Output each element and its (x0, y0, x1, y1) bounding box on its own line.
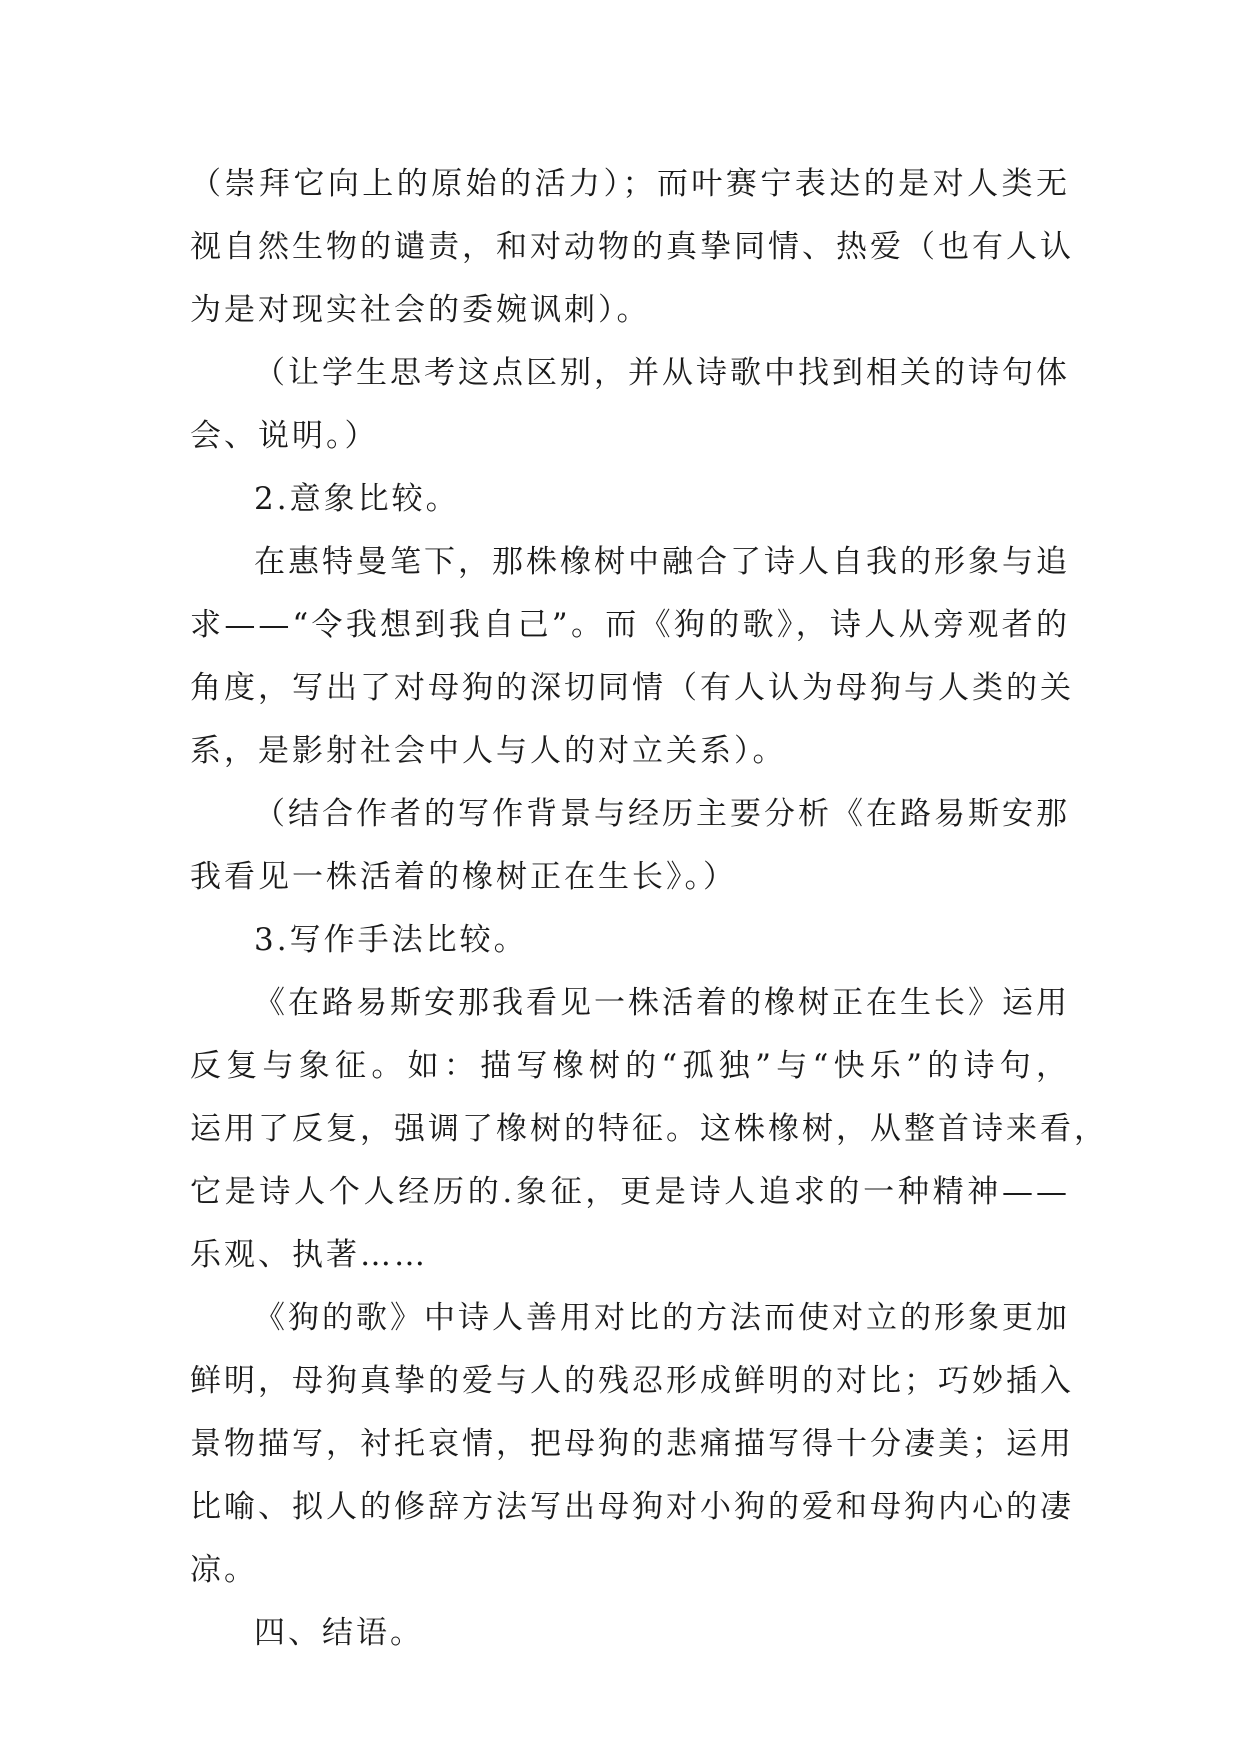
text-line: （崇拜它向上的原始的活力）；而叶赛宁表达的是对人类无 (190, 166, 1070, 202)
text-line: 鲜明，母狗真挚的爱与人的残忍形成鲜明的对比；巧妙插入 (190, 1363, 1074, 1399)
text-line: 在惠特曼笔下，那株橡树中融合了诗人自我的形象与追 (254, 544, 1070, 580)
section-heading: 3.写作手法比较。 (254, 922, 528, 958)
text-line: 为是对现实社会的委婉讽刺）。 (190, 292, 651, 328)
text-line: 凉。 (190, 1552, 258, 1588)
section-heading: 四、结语。 (254, 1615, 424, 1651)
text-line: 反复与象征。如：描写橡树的“孤独”与“快乐”的诗句， (190, 1048, 1070, 1084)
text-line: 《狗的歌》中诗人善用对比的方法而使对立的形象更加 (254, 1300, 1070, 1336)
section-heading: 2.意象比较。 (254, 481, 460, 517)
text-line: 视自然生物的谴责，和对动物的真挚同情、热爱（也有人认 (190, 229, 1074, 265)
text-line: 系，是影射社会中人与人的对立关系）。 (190, 733, 787, 769)
text-line: 我看见一株活着的橡树正在生长》。） (190, 859, 737, 895)
text-line: 求——“令我想到我自己”。而《狗的歌》，诗人从旁观者的 (190, 607, 1070, 643)
text-line: （结合作者的写作背景与经历主要分析《在路易斯安那 (254, 796, 1070, 832)
text-line: 运用了反复，强调了橡树的特征。这株橡树，从整首诗来看， (190, 1111, 1108, 1147)
text-line: 会、说明。） (190, 418, 379, 454)
text-line: 乐观、执著…… (190, 1237, 428, 1273)
text-line: 角度，写出了对母狗的深切同情（有人认为母狗与人类的关 (190, 670, 1074, 706)
text-line: （让学生思考这点区别，并从诗歌中找到相关的诗句体 (254, 355, 1070, 391)
text-line: 比喻、拟人的修辞方法写出母狗对小狗的爱和母狗内心的凄 (190, 1489, 1074, 1525)
text-line: 《在路易斯安那我看见一株活着的橡树正在生长》运用 (254, 985, 1070, 1021)
text-line: 它是诗人个人经历的.象征，更是诗人追求的一种精神—— (190, 1174, 1070, 1210)
text-line: 景物描写，衬托哀情，把母狗的悲痛描写得十分凄美；运用 (190, 1426, 1074, 1462)
